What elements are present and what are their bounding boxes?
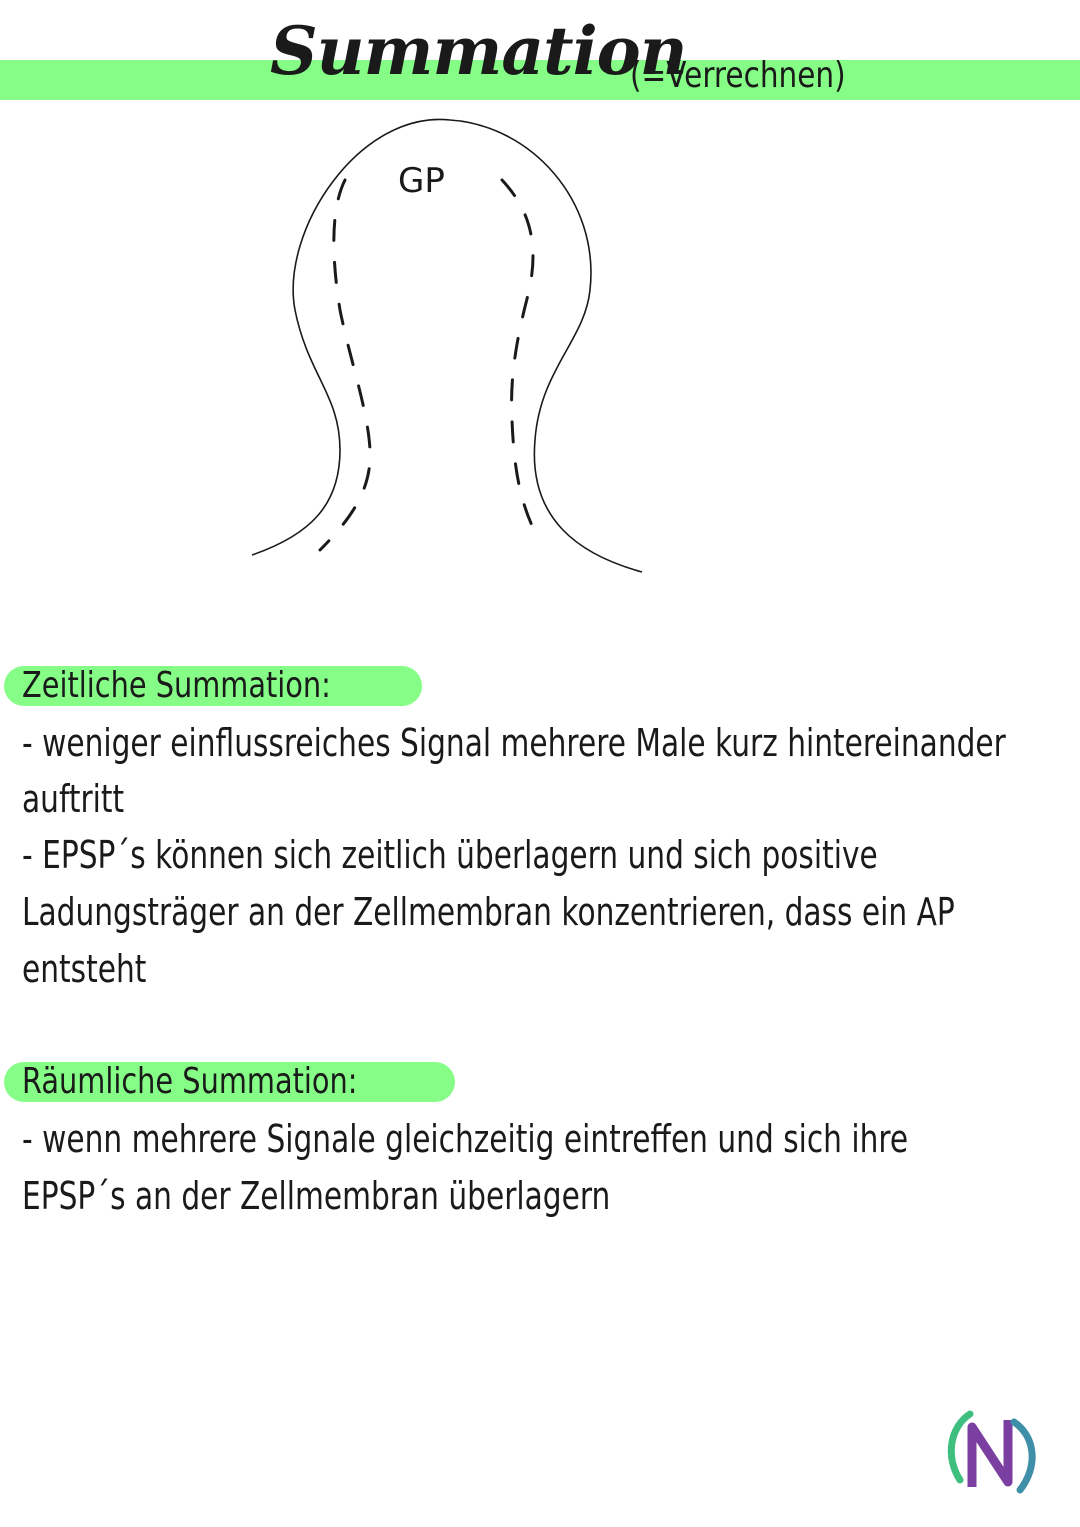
text-line: - wenn mehrere Signale gleichzeitig eintreffen und sich ihre [22,1117,909,1161]
knowunity-logo-icon [940,1402,1044,1502]
text-line: auftritt [22,777,125,821]
section-heading-text: Zeitliche Summation: [22,665,331,706]
page-title: Summation [270,12,687,90]
gp-label: GP [398,161,445,201]
text-line: Ladungsträger an der Zellmembran konzentrieren, dass ein AP [22,890,955,934]
section-heading-text: Räumliche Summation: [22,1061,358,1102]
dashed-membrane-left [320,180,370,550]
axon-hillock-diagram [240,110,660,590]
text-line: entsteht [22,947,147,991]
text-line: EPSP´s an der Zellmembran überlagern [22,1174,611,1218]
neuron-outline [252,119,642,572]
text-line: - EPSP´s können sich zeitlich überlagern und sich positive [22,833,878,877]
page-subtitle: (=Verrechnen) [630,55,846,96]
section-heading-zeitliche [4,666,422,706]
text-line: - weniger einflussreiches Signal mehrere Male kurz hintereinander [22,721,1006,765]
section-heading-raeumliche [4,1062,455,1102]
dashed-membrane-right [502,180,540,542]
